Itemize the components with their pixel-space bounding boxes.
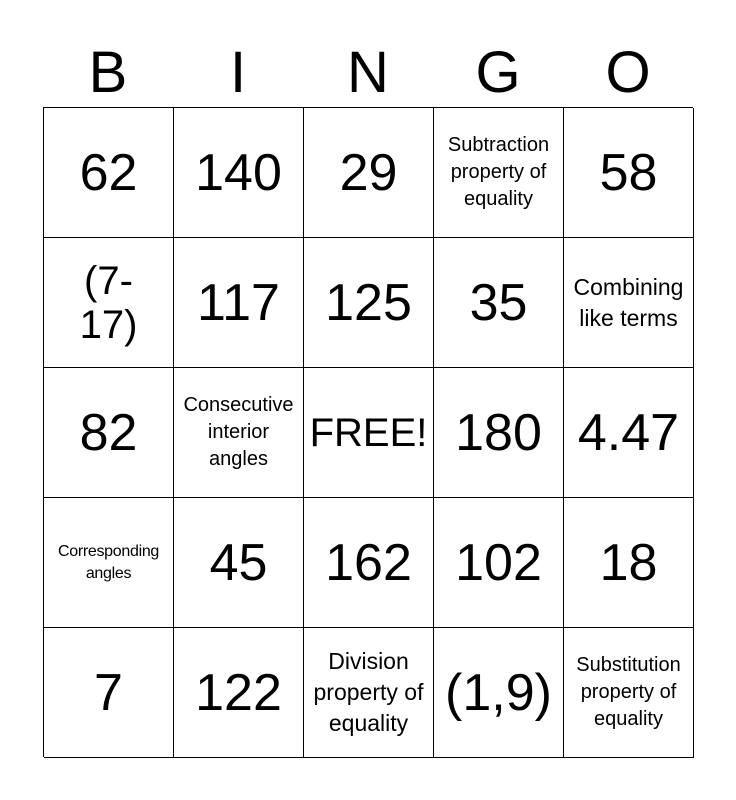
bingo-cell[interactable]: [174, 238, 304, 368]
cell-text: Consecutive interior angles: [183, 394, 294, 470]
header-letter-n: N: [347, 40, 389, 105]
bingo-board: [43, 107, 693, 757]
header-letter-i: I: [229, 40, 247, 105]
bingo-cell[interactable]: [44, 368, 174, 498]
cell-text: 35: [469, 273, 528, 332]
cell-text: 4.47: [577, 403, 680, 462]
cell-text: 102: [455, 533, 542, 592]
header-letter-g: G: [475, 40, 521, 105]
bingo-cell[interactable]: [44, 238, 174, 368]
bingo-cell[interactable]: [304, 498, 434, 628]
cell-text: Division property of equality: [313, 648, 424, 736]
bingo-cell[interactable]: [434, 238, 564, 368]
bingo-cell[interactable]: [564, 498, 694, 628]
bingo-cell[interactable]: [174, 498, 304, 628]
cell-text: Substitution property of equality: [576, 654, 681, 730]
cell-text: (1,9): [445, 663, 552, 722]
bingo-cell[interactable]: [564, 368, 694, 498]
cell-text: Subtraction property of equality: [447, 134, 550, 210]
cell-text: 45: [209, 533, 268, 592]
free-space-cell[interactable]: [304, 368, 434, 498]
cell-text: 180: [455, 403, 542, 462]
cell-text: 122: [195, 663, 282, 722]
bingo-cell[interactable]: [564, 628, 694, 758]
cell-text: 140: [195, 143, 282, 202]
cell-text: 117: [197, 273, 280, 332]
bingo-cell[interactable]: [564, 238, 694, 368]
bingo-cell[interactable]: [434, 498, 564, 628]
bingo-cell[interactable]: [174, 628, 304, 758]
cell-text: 7: [94, 663, 123, 722]
bingo-header: [43, 40, 693, 106]
cell-text: 82: [79, 403, 138, 462]
bingo-cell[interactable]: [434, 628, 564, 758]
cell-text: Combining like terms: [573, 273, 684, 331]
cell-text: 162: [325, 533, 412, 592]
cell-text: Corresponding angles: [57, 542, 160, 582]
cell-text: 62: [79, 143, 138, 202]
bingo-cell[interactable]: [44, 108, 174, 238]
bingo-cell[interactable]: [44, 498, 174, 628]
header-letter-o: O: [605, 40, 651, 105]
bingo-cell[interactable]: [44, 628, 174, 758]
bingo-cell[interactable]: [174, 368, 304, 498]
cell-text: 125: [325, 273, 412, 332]
cell-text: 29: [339, 143, 398, 202]
bingo-cell[interactable]: [434, 108, 564, 238]
cell-text: (7-17): [79, 258, 138, 347]
bingo-cell[interactable]: [434, 368, 564, 498]
cell-text: 58: [599, 143, 658, 202]
free-space-text: FREE!: [309, 410, 428, 455]
bingo-cell[interactable]: [304, 108, 434, 238]
cell-text: 18: [599, 533, 658, 592]
bingo-cell[interactable]: [564, 108, 694, 238]
bingo-cell[interactable]: [304, 238, 434, 368]
bingo-cell[interactable]: [174, 108, 304, 238]
bingo-cell[interactable]: [304, 628, 434, 758]
header-letter-b: B: [88, 40, 128, 105]
